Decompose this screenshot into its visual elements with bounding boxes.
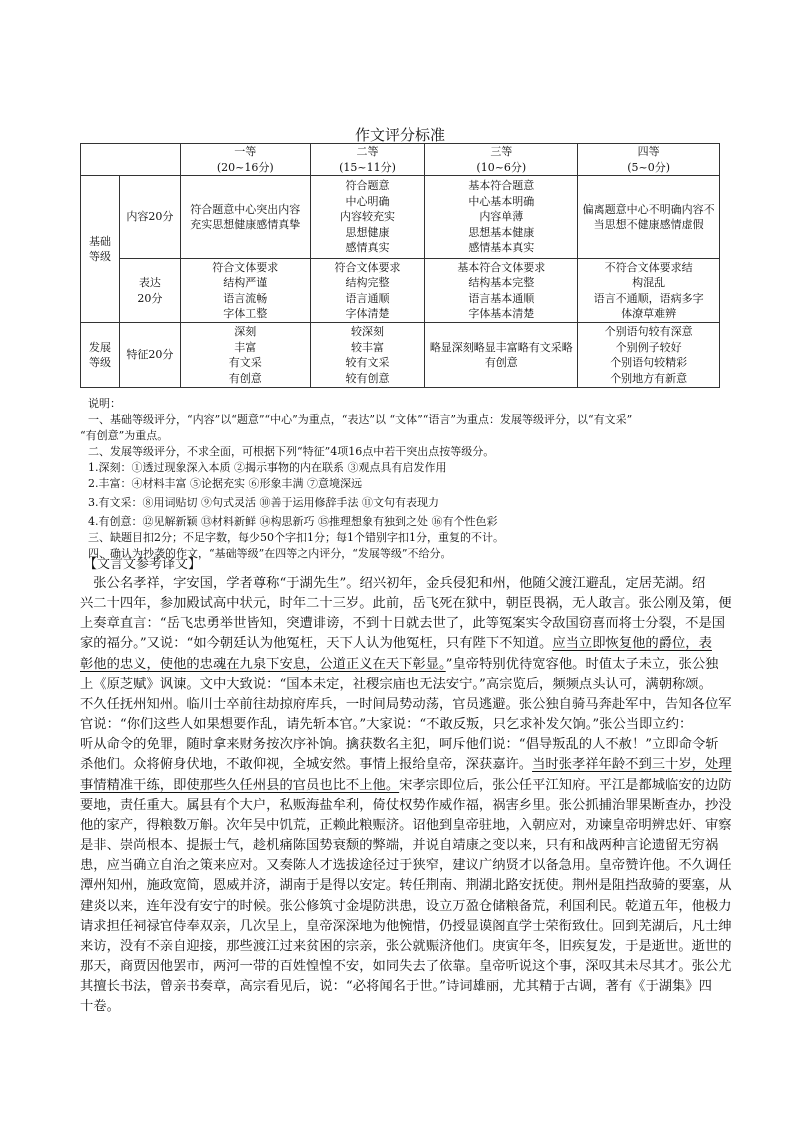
cell-line: 中心基本明确: [468, 194, 535, 208]
dev-level-label: [81, 323, 120, 388]
passage-text: 张公名孝祥，字安国，学者尊称“于湖先生”。绍兴初年，金兵侵犯和州，他随父渡江避乱，定居芜湖。绍: [80, 576, 706, 591]
cell-line: 语言基本通顺: [468, 291, 535, 305]
header-grade-2: [310, 144, 425, 176]
cell-line: 中心明确: [345, 194, 390, 208]
header-empty-cell: [81, 144, 181, 176]
cell-line: 略显深刻略显丰富略有文采略: [429, 340, 573, 354]
grade-label: 四等: [637, 145, 660, 158]
cell-line: 体潦草难辨: [621, 307, 677, 320]
passage-line: [80, 574, 722, 594]
table-cell: [180, 323, 310, 388]
note-line: 3.有文采：⑧用词贴切 ⑨句式灵活 ⑩善于运用修辞手法 ⑪文句有表现力: [88, 496, 439, 509]
cell-line: 字体工整: [223, 307, 268, 320]
cell-line: 当思想不健康感情虚假: [593, 218, 704, 231]
passage-text: 上《原芝赋》讽谏。文中大致说：“国本未定，社稷宗庙也无法安宁。”高宗览后，频频点头认可，满朝称颂。: [80, 676, 712, 692]
passage-text: 宋孝宗即位后，张公任平江知府。平江是都城临安的边防: [399, 777, 732, 793]
note-line: 三、缺题目扣2分；不足字数，每少50个字扣1分；每1个错别字扣1分，重复的不计。: [88, 531, 504, 544]
cell-line: 个别例子较好: [615, 340, 682, 354]
cell-line: 语言通顺: [345, 291, 390, 305]
row-label: [119, 259, 180, 323]
row-label: [119, 323, 180, 388]
row-label-text: 内容20分: [126, 210, 174, 224]
passage-line: [80, 836, 722, 856]
note-line: 4.有创意：⑫见解新颖 ⑬材料新鲜 ⑭构思新巧 ⑮推理想象有独到之处 ⑯有个性色彩: [88, 515, 498, 528]
underlined-text: 应当立即恢复他的爵位，表: [552, 636, 712, 652]
row-label: [119, 176, 180, 259]
note-line: 1.深刻：①透过现象深入本质 ②揭示事物的内在联系 ③观点具有启发作用: [88, 461, 447, 474]
cell-line: 感情真实: [345, 241, 390, 255]
passage-line: [80, 655, 722, 675]
cell-line: 感情基本真实: [468, 241, 535, 255]
passage-line: [80, 634, 722, 654]
passage-text: 不久任抚州知州。临川士卒前往劫掠府库兵，一时间局势动荡，官员逃避。张公独自骑马奔赴军中，告知各位军: [80, 696, 732, 712]
note-line: 四、确认为抄袭的作文，“基础等级”在四等之内评分，“发展等级”不给分。: [88, 547, 452, 560]
table-cell: [578, 176, 720, 259]
passage-line: [80, 735, 722, 755]
cell-line: 不符合文体要求结: [604, 260, 693, 274]
cell-line: 个别语句较有深意: [604, 325, 693, 338]
passage-line: [80, 776, 732, 796]
table-row-expression: [81, 259, 720, 323]
passage-text: 潭州知州，施政宽简，恩威并济，湖南于是得以安定。转任荆南、荆湖北路安抚使。荆州是阻挡敌骑的要塞，从: [80, 878, 732, 894]
notes-title: 说明：: [88, 397, 121, 410]
cell-line: 深刻: [234, 325, 257, 338]
passage-text: 杀他们。众将俯身伏地，不敢仰视，全城安然。事情上报给皇帝，深获嘉许。: [80, 757, 533, 773]
note-line: 2.丰富：④材料丰富 ⑤论据充实 ⑥形象丰满 ⑦意境深远: [88, 477, 362, 490]
grade-label: 二等: [356, 145, 379, 158]
cell-line: 基本符合题意: [468, 179, 535, 193]
passage-text: 其擅长书法，曾亲书奏章，高宗看见后，说：“必将闻名于世。”诗词雄丽，尤其精于古调，著有《于湖集》四: [80, 979, 712, 995]
cell-line: 构混乱: [632, 276, 666, 289]
cell-line: 符合题意中心突出内容: [190, 202, 301, 216]
passage-text: 要地，责任重大。属县有个大户，私贩海盐牟利，倚仗权势作威作福，祸害乡里。张公抓捕治罪果断查办，抄没: [80, 797, 732, 813]
row-label-text: 特征20分: [126, 348, 174, 362]
underlined-text: 彰他的忠义，使他的忠魂在九泉下安息，公道正义在天下彰显。: [80, 656, 446, 672]
cell-line: 思想健康: [345, 225, 390, 239]
passage-text: 官说：“你们这些人如果想要作乱，请先斩本官。”大家说：“不敢反叛，只乞求补发欠饷。”张公当即立约：: [80, 717, 693, 733]
grade-range: (20~16分): [216, 160, 274, 174]
dev-level-text: 发展等级: [88, 340, 111, 369]
cell-line: 结构严谨: [223, 276, 268, 289]
header-grade-1: [180, 144, 310, 176]
passage-line: [80, 715, 722, 735]
table-cell: [180, 259, 310, 323]
passage-line: [80, 755, 732, 775]
translation-passage: [80, 574, 732, 1017]
grade-range: (5~0分): [627, 160, 670, 174]
passage-line: [80, 897, 732, 917]
passage-text: 那天，商贾因他罢市，两河一带的百姓惶惶不安，如同失去了依靠。皇帝听说这个事，深叹其未尽其才。张公尤: [80, 958, 732, 974]
passage-text: 建炎以来，连年没有安宁的时候。张公修筑寸金堤防洪患，设立万盈仓储粮备荒，利国利民。乾道五年，他极力: [80, 898, 732, 914]
cell-line: 有创意: [228, 371, 262, 385]
row-label-text: 表达: [138, 276, 161, 289]
passage-text: 是非、崇尚根本、提振士气，趁机痛陈国势衰颓的弊端，并说自靖康之变以来，只有和战两种言论遗留无穷祸: [80, 838, 719, 854]
cell-line: 丰富: [234, 340, 257, 354]
passage-line: [80, 917, 732, 937]
table-row-development: [81, 323, 720, 388]
table-cell: [310, 323, 425, 388]
cell-line: 充实思想健康感情真挚: [190, 218, 301, 231]
passage-line: [80, 816, 732, 836]
cell-line: 结构完整: [345, 276, 390, 289]
cell-line: 符合文体要求: [334, 260, 401, 274]
table-cell: [578, 259, 720, 323]
table-cell: [578, 323, 720, 388]
note-line: 二、发展等级评分，不求全面，可根据下列“特征”4项16点中若干突出点按等级分。: [88, 445, 495, 458]
passage-line: [80, 675, 722, 695]
passage-text: 来访，没有不亲自迎接，那些渡江过来贫困的宗亲，张公就赈济他们。庚寅年冬，旧疾复发，于是逝世。逝世的: [80, 938, 732, 954]
grade-label: 三等: [490, 145, 513, 158]
cell-line: 有文采: [228, 356, 262, 369]
cell-line: 符合文体要求: [212, 260, 279, 274]
passage-line: [80, 614, 726, 634]
passage-line: [80, 695, 732, 715]
underlined-text: 当时张孝祥年龄不到三十岁，处理: [532, 757, 732, 773]
note-line: 一、基础等级评分，“内容”以“题意”“中心”为重点，“表达”以 “文体”“语言”为重点：发展等级评分，以“有文采”: [88, 413, 633, 426]
table-cell: [180, 176, 310, 259]
passage-text: 兴二十四年，参加殿试高中状元，时年二十三岁。此前，岳飞死在狱中，朝臣畏祸，无人敢言。张公刚及第，便: [80, 596, 732, 612]
cell-line: 较深刻: [351, 325, 385, 338]
passage-line: [80, 876, 732, 896]
passage-text: 上奏章直言：“岳飞忠勇举世皆知，突遭诽谤，不到十日就去世了，此等冤案实令敌国窃喜而将士分裂，不是国: [80, 616, 726, 632]
grade-range: (10~6分): [476, 160, 527, 174]
cell-line: 内容单薄: [479, 210, 524, 224]
scoring-table: [80, 143, 720, 388]
underlined-text: 事情精准干练，即使那些久任州县的官员也比不上他。: [80, 777, 400, 793]
passage-line: [80, 997, 722, 1017]
passage-text: 十卷。: [80, 999, 120, 1015]
passage-text: 请求担任祠禄官侍奉双亲，几次呈上，皇帝深深地为他惋惜，仍授显谟阁直学士荣衔致仕。回到芜湖后，凡士绅: [80, 918, 732, 934]
passage-text: ”皇帝特别优待宽容他。时值太子未立，张公独: [445, 656, 719, 672]
cell-line: 较有文采: [345, 356, 390, 369]
cell-line: 思想基本健康: [468, 225, 535, 239]
table-title: 作文评分标准: [354, 126, 445, 144]
cell-line: 符合题意: [345, 179, 390, 193]
passage-text: 听从命令的免罪，随时拿来财务按次序补饷。擒获数名主犯，呵斥他们说：“倡导叛乱的人不赦！”立即命令斩: [80, 737, 719, 753]
table-cell: [425, 176, 578, 259]
passage-text: 患，应当确立自治之策来应对。又奏陈人才选拔途径过于狭窄，建议广纳贤才以备急用。皇帝赞许他。不久调任: [80, 858, 732, 874]
table-cell: [425, 259, 578, 323]
translation-heading: 【文言文参考译文】: [84, 557, 202, 572]
header-grade-3: [425, 144, 578, 176]
scoring-notes: [80, 396, 730, 562]
basic-level-label: [81, 176, 120, 323]
table-header-row: [81, 144, 720, 176]
cell-line: 内容较充实: [340, 210, 396, 224]
passage-line: [80, 957, 732, 977]
passage-line: [80, 594, 732, 614]
note-line: “有创意”为重点。: [80, 429, 169, 442]
table-cell: [425, 323, 578, 388]
cell-line: 个别地方有新意: [610, 371, 688, 385]
row-label-text: 20分: [137, 291, 163, 305]
table-row-content: [81, 176, 720, 259]
passage-line: [80, 856, 732, 876]
basic-level-text: 基础等级: [88, 234, 111, 263]
cell-line: 语言不通顺，语病多字: [593, 291, 704, 305]
table-cell: [310, 176, 425, 259]
cell-line: 字体清楚: [345, 307, 390, 320]
cell-line: 较丰富: [351, 340, 385, 354]
passage-line: [80, 977, 722, 997]
cell-line: 较有创意: [345, 371, 390, 385]
cell-line: 语言流畅: [223, 291, 268, 305]
passage-line: [80, 937, 732, 957]
cell-line: 个别语句较精彩: [610, 356, 688, 369]
cell-line: 结构基本完整: [468, 276, 535, 289]
passage-text: 他的家产，得粮数万斛。次年吴中饥荒，正赖此粮赈济。诏他到皇帝驻地，入朝应对，劝谏皇帝明辨忠奸、审察: [80, 817, 732, 833]
passage-text: 家的福分。”又说：“如今朝廷认为他冤枉，天下人认为他冤枉，只有陛下不知道。: [80, 636, 553, 652]
cell-line: 有创意: [484, 356, 518, 369]
cell-line: 字体基本清楚: [468, 307, 535, 320]
cell-line: 偏离题意中心不明确内容不: [582, 202, 715, 216]
header-grade-4: [578, 144, 720, 176]
table-cell: [310, 259, 425, 323]
grade-label: 一等: [234, 145, 257, 158]
passage-line: [80, 796, 732, 816]
cell-line: 基本符合文体要求: [457, 260, 546, 274]
grade-range: (15~11分): [339, 160, 396, 174]
